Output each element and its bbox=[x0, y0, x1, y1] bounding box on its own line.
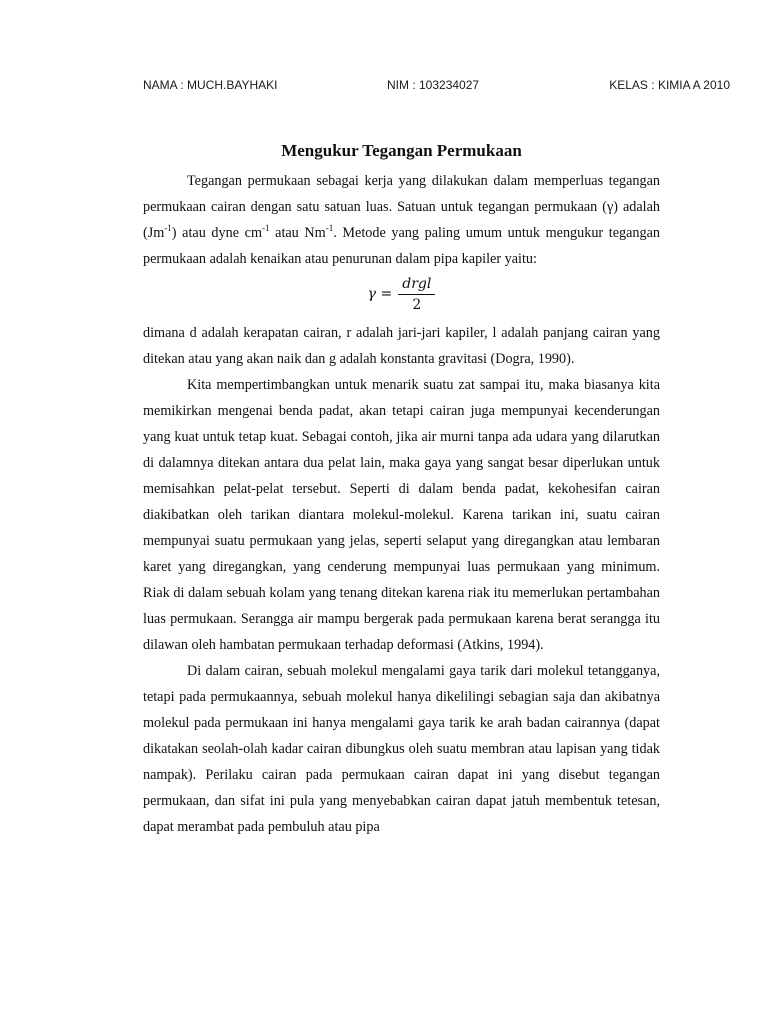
student-class: KELAS : KIMIA A 2010 bbox=[609, 78, 730, 92]
p1-sup-b: -1 bbox=[262, 223, 270, 233]
paragraph-1 bbox=[143, 168, 660, 272]
page-header bbox=[143, 78, 730, 98]
p1-text-a: Tegangan permukaan sebagai kerja yang dilakukan dalam memperluas tegangan permukaan cairan dengan satu satuan luas. Satuan untuk tegangan permukaan (γ) adalah (Jm bbox=[143, 173, 660, 241]
paragraph-3: Kita mempertimbangkan untuk menarik suatu zat sampai itu, maka biasanya kita memikirkan mengenai benda padat, akan tetapi cairan juga mempunyai kecenderungan yang kuat untuk tetap kuat. Sebagai contoh, jika air murni tanpa ada udara yang dilarutkan di dalamnya ditekan antara dua pelat lain, maka gaya yang sangat besar diperlukan untuk memisahkan pelat-pelat tersebut. Seperti di dalam benda padat, kekohesifan cairan diakibatkan oleh tarikan diantara molekul-molekul. Karena tarikan ini, suatu cairan mempunyai suatu permukaan yang jelas, seperti selaput yang diregangkan atau lembaran karet yang diregangkan, yang cenderung mempunyai luas permukaan yang minimum. Riak di dalam sebuah kolam yang tenang ditekan karena riak itu memerlukan pertambahan luas permukaan. Serangga air mampu bergerak pada permukaan karena berat serangga itu dilawan oleh hambatan permukaan terhadap deformasi (Atkins, 1994). bbox=[143, 377, 660, 653]
p1-sup-a: -1 bbox=[164, 223, 172, 233]
formula-lhs: γ = bbox=[367, 286, 393, 302]
p1-text-c: atau Nm bbox=[269, 225, 326, 241]
formula-denominator: 2 bbox=[412, 296, 422, 313]
p1-text-d: . Metode yang paling umum untuk mengukur tegangan permukaan adalah kenaikan atau penurunan dalam pipa kapiler yaitu: bbox=[143, 225, 660, 267]
document-body bbox=[143, 168, 660, 840]
document-title: Mengukur Tegangan Permukaan bbox=[281, 141, 522, 160]
student-nim: NIM : 103234027 bbox=[387, 78, 480, 92]
surface-tension-formula bbox=[143, 268, 660, 320]
paragraph-4: Di dalam cairan, sebuah molekul mengalami gaya tarik dari molekul tetangganya, tetapi pada permukaannya, sebuah molekul hanya dikelilingi sebagian saja dan akibatnya molekul pada permukaan ini hanya mengalami gaya tarik ke arah badan cairannya (dapat dikatakan seolah-olah kadar cairan dibungkus oleh suatu membran atau lapisan yang tidak nampak). Perilaku cairan pada permukaan cairan dapat ini yang disebut tegangan permukaan, dan sifat ini pula yang menyebabkan cairan dapat jatuh membentuk tetesan, dapat merambat pada pembuluh atau pipa bbox=[143, 663, 660, 835]
p1-sup-c: -1 bbox=[325, 223, 334, 233]
formula-numerator: drgl bbox=[398, 276, 435, 295]
formula-fraction bbox=[398, 276, 435, 313]
student-name: NAMA : MUCH.BAYHAKI bbox=[143, 78, 278, 92]
p1-text-b: ) atau dyne cm bbox=[171, 225, 262, 241]
paragraph-2: dimana d adalah kerapatan cairan, r adalah jari-jari kapiler, l adalah panjang cairan yang ditekan atau yang akan naik dan g adalah konstanta gravitasi (Dogra, 1990). bbox=[143, 325, 660, 367]
